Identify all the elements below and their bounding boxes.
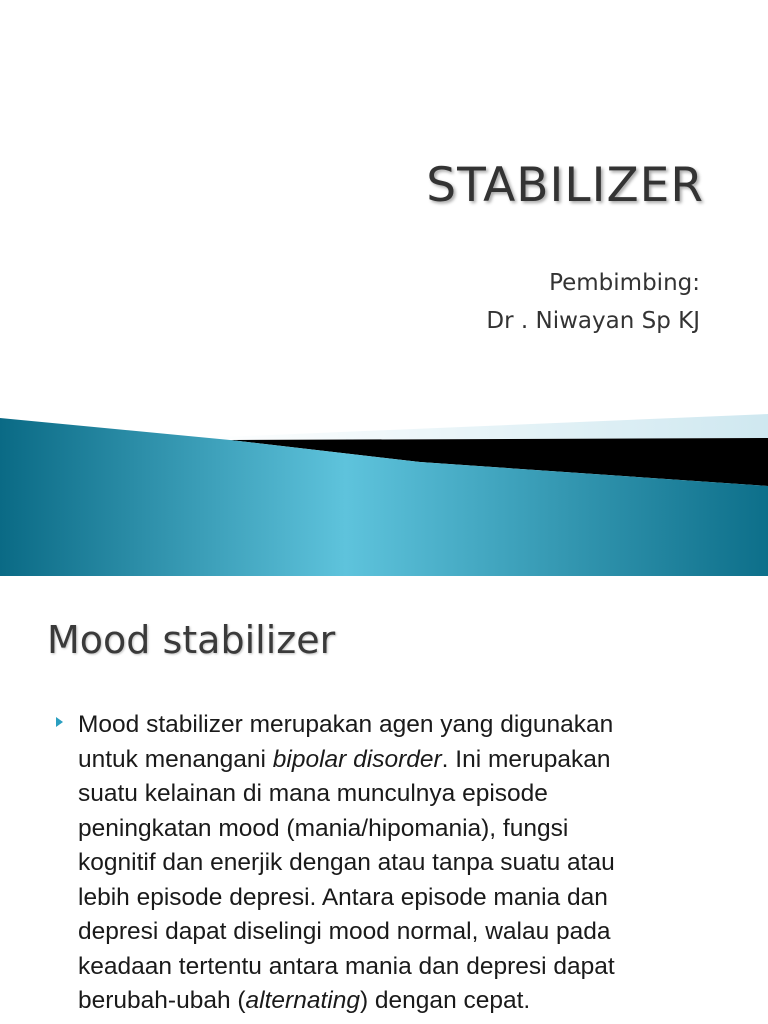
- bullet-line: kognitif dan enerjik dengan atau tanpa suatu atau: [78, 849, 615, 876]
- slide-title: STABILIZER: [426, 158, 704, 213]
- bullet-line: Mood stabilizer merupakan agen yang digunakan: [78, 711, 614, 738]
- bullet-arrow-icon: [56, 717, 63, 727]
- emphasis-text: alternating: [245, 987, 360, 1014]
- text-span: . Ini merupakan: [441, 745, 611, 773]
- bullet-line: [78, 743, 746, 778]
- bullet-line: [78, 984, 746, 1019]
- text-span: ) dengan cepat.: [359, 987, 531, 1014]
- subtitle-line-supervisor-label: Pembimbing:: [549, 270, 700, 296]
- bullet-line: peningkatan mood (mania/hipomania), fungsi: [78, 814, 569, 842]
- bullet-line: keadaan tertentu antara mania dan depresi dapat: [78, 952, 615, 980]
- subtitle-line-supervisor-name: Dr . Niwayan Sp KJ: [486, 308, 700, 334]
- bullet-line: depresi dapat diselingi mood normal, walau pada: [78, 918, 611, 945]
- slide-title: Mood stabilizer: [47, 618, 336, 662]
- emphasis-text: bipolar disorder: [272, 745, 442, 773]
- pale-stripe: [200, 414, 768, 440]
- text-span: untuk menangani: [78, 745, 273, 773]
- slide-separator: [0, 576, 768, 586]
- bullet-line: lebih episode depresi. Antara episode mania dan: [78, 883, 608, 911]
- bullet-line: suatu kelainan di mana munculnya episode: [78, 780, 548, 807]
- content-slide: [0, 586, 768, 1024]
- slide-subtitle: [486, 264, 700, 340]
- text-span: berubah-ubah (: [78, 987, 246, 1014]
- bullet-text: [78, 708, 746, 1019]
